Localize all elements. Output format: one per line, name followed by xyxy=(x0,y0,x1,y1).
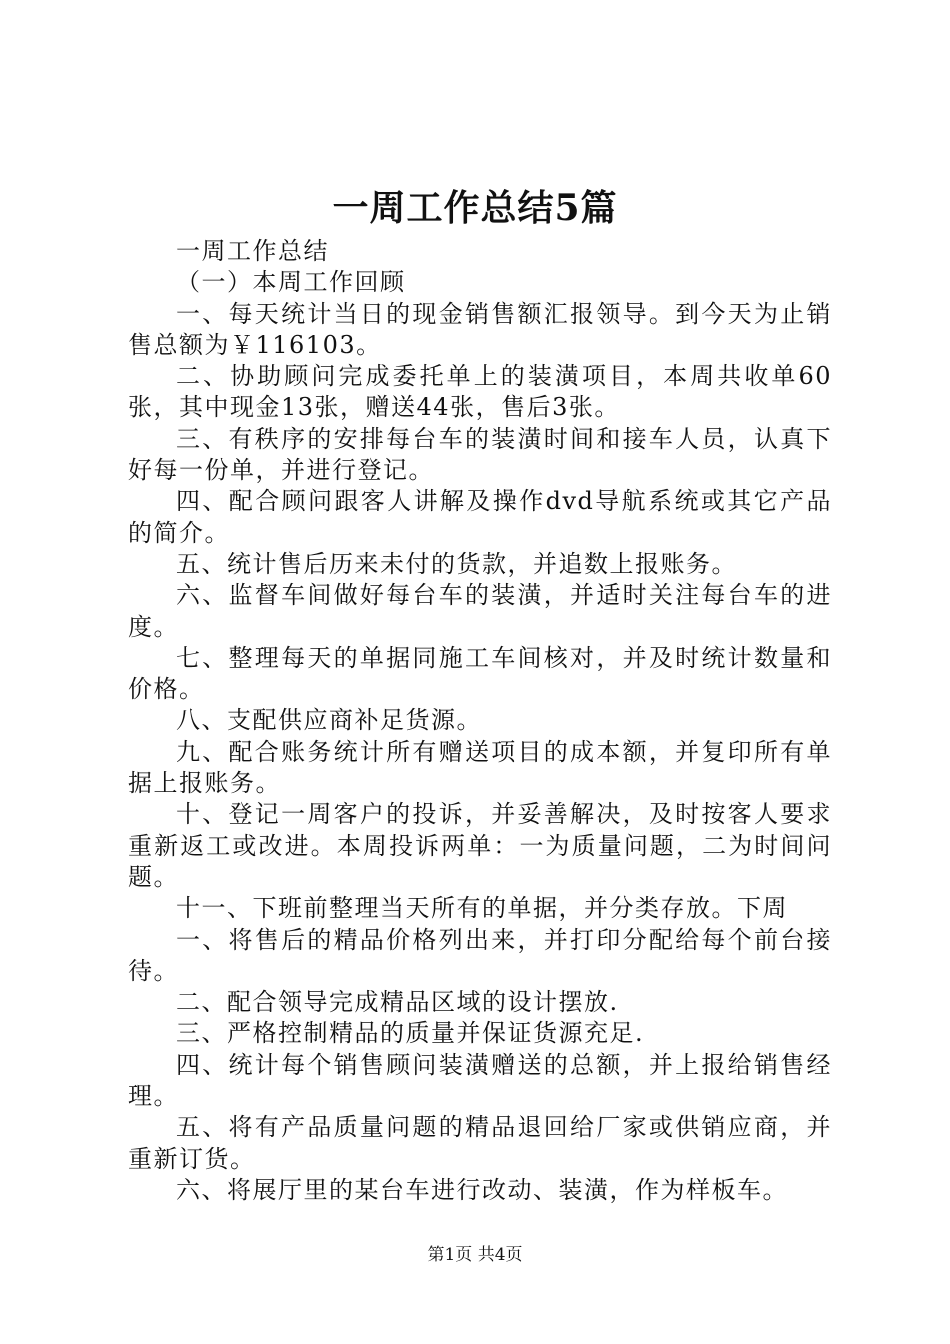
paragraph: 九、配合账务统计所有赠送项目的成本额，并复印所有单据上报账务。 xyxy=(128,737,832,798)
paragraph: 二、配合领导完成精品区域的设计摆放. xyxy=(176,988,619,1017)
paragraph: 三、严格控制精品的质量并保证货源充足. xyxy=(176,1019,645,1048)
paragraph: （一）本周工作回顾 xyxy=(176,268,406,297)
paragraph: 三、有秩序的安排每台车的装潢时间和接车人员，认真下好每一份单，并进行登记。 xyxy=(128,424,832,485)
paragraph: 七、整理每天的单据同施工车间核对，并及时统计数量和价格。 xyxy=(128,643,832,704)
paragraph: 六、将展厅里的某台车进行改动、装潢，作为样板车。 xyxy=(176,1175,788,1204)
paragraph: 四、统计每个销售顾问装潢赠送的总额，并上报给销售经理。 xyxy=(128,1050,832,1111)
paragraph: 一、每天统计当日的现金销售额汇报领导。到今天为止销售总额为￥116103。 xyxy=(128,299,832,359)
page-footer: 第1页 共4页 xyxy=(427,1245,523,1265)
paragraph: 八、支配供应商补足货源。 xyxy=(176,706,482,735)
paragraph: 五、将有产品质量问题的精品退回给厂家或供销应商，并重新订货。 xyxy=(128,1113,832,1173)
paragraph: 六、监督车间做好每台车的装潢，并适时关注每台车的进度。 xyxy=(128,581,832,641)
paragraph: 五、统计售后历来未付的货款，并追数上报账务。 xyxy=(176,549,737,578)
document-title: 一周工作总结5篇 xyxy=(332,187,618,229)
paragraph: 一周工作总结 xyxy=(176,237,329,265)
paragraph: 一、将售后的精品价格列出来，并打印分配给每个前台接待。 xyxy=(128,925,832,985)
paragraph: 二、协助顾问完成委托单上的装潢项目，本周共收单60张，其中现金13张，赠送44张，售后3张。 xyxy=(128,362,832,422)
paragraph: 十、登记一周客户的投诉，并妥善解决，及时按客人要求重新返工或改进。本周投诉两单：一为质量问题，二为时间问题。 xyxy=(128,800,832,891)
document-body xyxy=(128,236,832,1206)
paragraph: 四、配合顾问跟客人讲解及操作dvd导航系统或其它产品的简介。 xyxy=(128,487,832,547)
paragraph: 十一、下班前整理当天所有的单据，并分类存放。下周 xyxy=(176,894,788,923)
